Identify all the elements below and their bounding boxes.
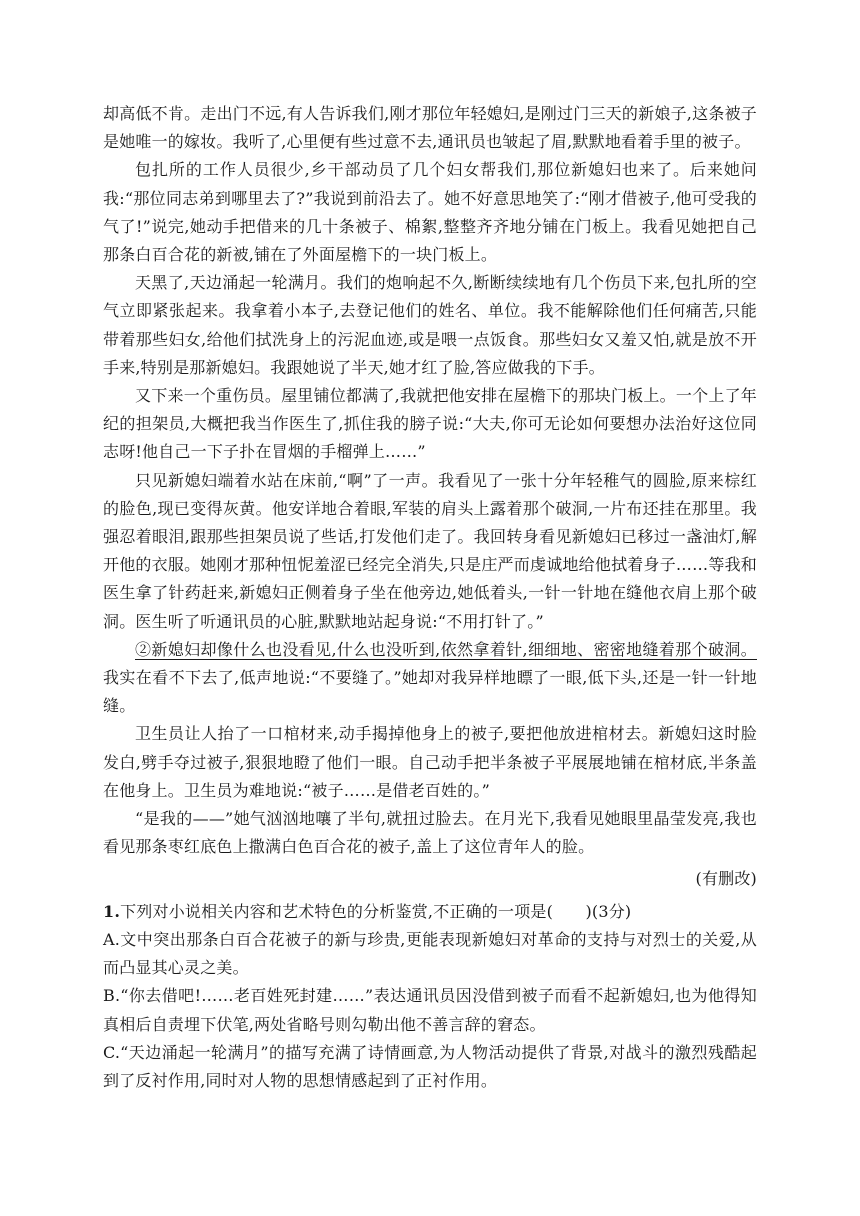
story-paragraph: 又下来一个重伤员。屋里铺位都满了,我就把他安排在屋檐下的那块门板上。一个上了年纪的担架员,大概把我当作医生了,抓住我的膀子说:“大夫,你可无论如何要想办法治好这位同志呀!他自己一下子扑在冒烟的手榴弹上……” (103, 386, 757, 462)
story-paragraph: 天黑了,天边涌起一轮满月。我们的炮响起不久,断断续续地有几个伤员下来,包扎所的空气立即紧张起来。我拿着小本子,去登记他们的姓名、单位。我不能解除他们任何痛苦,只能带着那些妇女,给他们拭洗身上的污泥血迹,或是喂一点饭食。那些妇女又羞又怕,就是放不开手来,特别是那新媳妇。我跟她说了半天,她才红了脸,答应做我的下手。 (103, 273, 757, 377)
question-stem (103, 898, 757, 926)
story-paragraph: 包扎所的工作人员很少,乡干部动员了几个妇女帮我们,那位新媳妇也来了。后来她问我:“那位同志弟到哪里去了?”我说到前沿去了。她不好意思地笑了:“刚才借被子,他可受我的气了!”说完,她动手把借来的几十条被子、棉絮,整整齐齐地分铺在门板上。我看见她把自己那条白百合花的新被,铺在了外面屋檐下的一块门板上。 (103, 160, 757, 265)
story-paragraph: 卫生员让人抬了一口棺材来,动手揭掉他身上的被子,要把他放进棺材去。新媳妇这时脸发白,劈手夺过被子,狠狠地瞪了他们一眼。自己动手把半条被子平展展地铺在棺材底,半条盖在他身上。卫生员为难地说:“被子……是借老百姓的。” (103, 724, 757, 800)
story-paragraph-marked (103, 636, 757, 721)
question-number: 1. (103, 901, 121, 921)
underlined-sentence: ②新媳妇却像什么也没看见,什么也没听到,依然拿着针,细细地、密密地缝着那个破洞。 (135, 639, 757, 659)
paragraph-continuation: 我实在看不下去了,低声地说:“不要缝了。”她却对我异样地瞟了一眼,低下头,还是一针一针地缝。 (103, 668, 757, 716)
story-paragraph: 只见新媳妇端着水站在床前,“啊”了一声。我看见了一张十分年轻稚气的圆脸,原来棕红的脸色,现已变得灰黄。他安详地合着眼,军装的肩头上露着那个破洞,一片布还挂在那里。我强忍着眼泪,跟那些担架员说了些话,打发他们走了。我回转身看见新媳妇已移过一盏油灯,解开他的衣服。她刚才那种忸怩羞涩已经完全消失,只是庄严而虔诚地给他拭着身子……等我和医生拿了针药赶来,新媳妇正侧着身子坐在他旁边,她低着头,一针一针地在缝他衣肩上那个破洞。医生听了听通讯员的心脏,默默地站起身说:“不用打针了。” (103, 470, 757, 631)
option-a: A.文中突出那条白百合花被子的新与珍贵,更能表现新媳妇对革命的支持与对烈士的关爱,从而凸显其心灵之美。 (103, 929, 757, 978)
option-c: C.“天边涌起一轮满月”的描写充满了诗情画意,为人物活动提供了背景,对战斗的激烈残酷起到了反衬作用,同时对人物的思想情感起到了正衬作用。 (103, 1042, 757, 1090)
story-paragraph: 却高低不肯。走出门不远,有人告诉我们,刚才那位年轻媳妇,是刚过门三天的新娘子,这条被子是她唯一的嫁妆。我听了,心里便有些过意不去,通讯员也皱起了眉,默默地看着手里的被子。 (103, 104, 757, 152)
source-note: (有删改) (695, 869, 757, 889)
question-text: 下列对小说相关内容和艺术特色的分析鉴赏,不正确的一项是( )(3分) (120, 901, 632, 921)
story-paragraph: “是我的——”她气汹汹地嚷了半句,就扭过脸去。在月光下,我看见她眼里晶莹发亮,我也看见那条枣红底色上撒满白色百合花的被子,盖上了这位青年人的脸。 (103, 809, 757, 857)
option-b: B.“你去借吧!……老百姓死封建……”表达通讯员因没借到被子而看不起新媳妇,也为他得知真相后自责埋下伏笔,两处省略号则勾勒出他不善言辞的窘态。 (103, 986, 757, 1034)
